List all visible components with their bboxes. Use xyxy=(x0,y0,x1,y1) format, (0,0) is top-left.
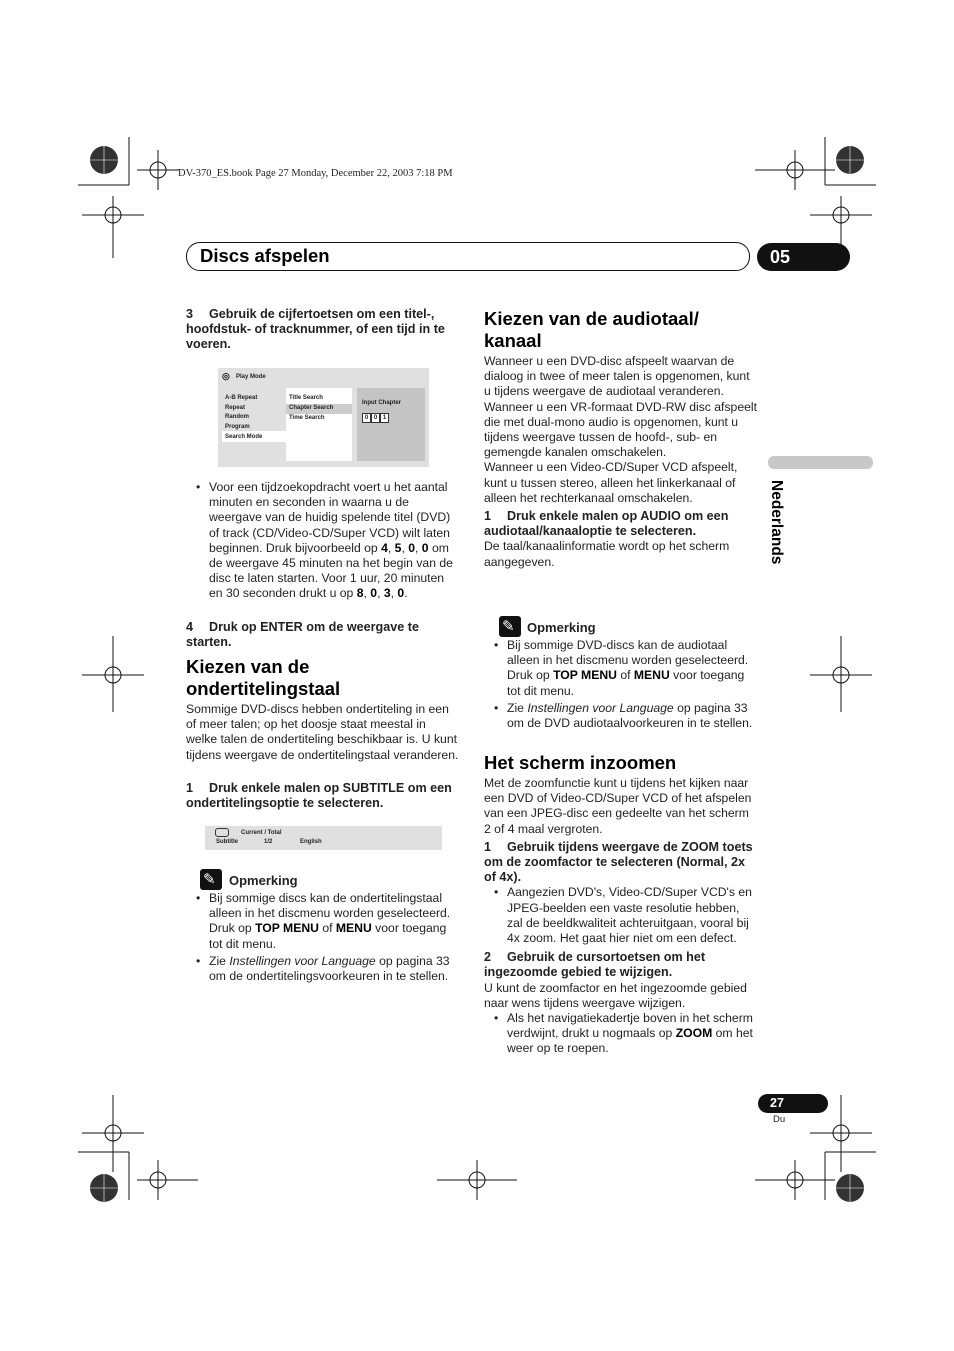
menu-item: A-B Repeat xyxy=(225,395,258,401)
section-heading-audio: Kiezen van de audiotaal/ kanaal xyxy=(484,308,699,351)
list-item: • Zie Instellingen voor Language op pagina 33 om de ondertitelingsvoorkeuren in te stellen. xyxy=(186,954,460,984)
list-item: • Voor een tijdzoekopdracht voert u het aantal minuten en seconden in waarna u de weergave van de huidig spelende titel (DVD) of track (CD/Video-CD/Super VCD) wilt laten beginnen. Druk bijvoorbeeld op 4, 5, 0, 0 om de weergave 45 minuten na het begin van de disc te laten starten. Voor 1 uur, 20 minuten en 30 seconden drukt u op 8, 0, 3, 0. xyxy=(186,480,460,602)
submenu-item: Title Search xyxy=(289,395,323,401)
note-pencil-icon: ✎ xyxy=(499,616,521,637)
submenu-item: Time Search xyxy=(289,415,325,421)
audio-paragraph: Wanneer u een Video-CD/Super VCD afspeelt, kunt u tussen stereo, alleen het linkerkanaal of alleen het rechterkanaal omschakelen. xyxy=(484,460,738,505)
chapter-number: 05 xyxy=(757,243,850,271)
left-step-4: 4 Druk op ENTER om de weergave te starten. xyxy=(186,620,419,650)
side-language-label: Nederlands xyxy=(768,480,785,565)
digit-box: 0 xyxy=(371,413,380,423)
subtitle-paragraph: Sommige DVD-discs hebben ondertiteling in een of meer talen; op het doosje staat meestal in welke talen de ondertiteling beschikbaar is. U kunt tijdens weergave de ondertitelingstaal veranderen. xyxy=(186,702,459,762)
menu-item: Random xyxy=(225,414,249,420)
audio-section: Kiezen van de audiotaal/ kanaal Wanneer u een DVD-disc afspeelt waarvan de dialoog in twee of meer talen is opgenomen, kunt u tijdens weergave de audiotaal veranderen. Wanneer u een VR-formaat DVD-RW disc afspeelt die met dual-mono audio is opgenomen, kunt u tijdens weergave tussen de hoofd-, sub- en gemengde kanalen omschakelen. Wanneer u een Video-CD/Super VCD afspeelt, kunt u tussen stereo, alleen het linkerkanaal of alleen het rechterkanaal omschakelen. 1 Druk enkele malen op AUDIO om een audiotaal/kanaaloptie te selecteren. De taal/kanaalinformatie wordt op het scherm aangegeven. xyxy=(484,308,757,569)
audio-step-paragraph: De taal/kanaalinformatie wordt op het scherm aangegeven. xyxy=(484,539,730,569)
zoom-step-paragraph: U kunt de zoomfactor en het ingezoomde gebied naar wens tijdens weergave wijzigen. xyxy=(484,980,747,1010)
page-title: Discs afspelen xyxy=(200,245,330,266)
audio-paragraph: Wanneer u een DVD-disc afspeelt waarvan de dialoog in twee of meer talen is opgenomen, kunt u tijdens weergave de audiotaal veranderen. xyxy=(484,354,750,399)
subtitle-screen xyxy=(205,826,442,850)
subtitle-label: Subtitle xyxy=(216,839,238,845)
digit-box: 1 xyxy=(380,413,389,423)
menu-item: Program xyxy=(225,424,250,430)
language-code: Du xyxy=(773,1114,786,1125)
list-item: • Bij sommige DVD-discs kan de audiotaal alleen in het discmenu worden geselecteerd. Druk op TOP MENU of MENU voor toegang tot dit menu. xyxy=(484,638,758,699)
left-step-1: 1 Druk enkele malen op SUBTITLE om een ondertitelingsoptie te selecteren. xyxy=(186,781,452,811)
menu-item-selected: Search Mode xyxy=(225,434,263,440)
input-label: Input Chapter xyxy=(362,400,401,406)
submenu-panel xyxy=(286,388,352,461)
disc-icon: ◎ xyxy=(222,371,230,381)
list-item: • Bij sommige discs kan de ondertitelingstaal alleen in het discmenu worden geselecteerd. Druk op TOP MENU of MENU voor toegang tot dit menu. xyxy=(186,891,460,952)
note-title: Opmerking xyxy=(527,620,596,635)
subtitle-icon xyxy=(215,828,229,837)
subtitle-value: 1/2 xyxy=(264,839,273,845)
audio-paragraph: Wanneer u een VR-formaat DVD-RW disc afspeelt die met dual-mono audio is opgenomen, kunt u tijdens weergave tussen de hoofd-, sub- en gemengde kanalen omschakelen. xyxy=(484,399,757,460)
play-mode-screen xyxy=(218,368,429,467)
subtitle-language: English xyxy=(300,839,322,845)
input-panel xyxy=(357,388,425,461)
print-info-line: DV-370_ES.book Page 27 Monday, December 22, 2003 7:18 PM xyxy=(178,168,453,179)
note-pencil-icon: ✎ xyxy=(200,869,222,890)
left-note-list xyxy=(186,891,460,984)
submenu-item-selected: Chapter Search xyxy=(289,405,334,411)
menu-item: Repeat xyxy=(225,405,246,411)
right-note-list xyxy=(484,638,758,731)
time-search-bullet xyxy=(186,480,460,602)
zoom-paragraph: Met de zoomfunctie kunt u tijdens het kijken naar een DVD of Video-CD/Super VCD of het afspelen van een JPEG-disc een gedeelte van het scherm 2 of 4 maal vergroten. xyxy=(484,776,752,836)
subtitle-section xyxy=(186,656,460,763)
list-item: • Zie Instellingen voor Language op pagina 33 om de DVD audiotaalvoorkeuren in te stellen. xyxy=(484,701,758,731)
digit-box: 0 xyxy=(362,413,371,423)
left-step-3: 3 Gebruik de cijfertoetsen om een titel-, hoofdstuk- of tracknummer, of een tijd in te voeren. xyxy=(186,307,445,352)
zoom-section: Het scherm inzoomen Met de zoomfunctie kunt u tijdens het kijken naar een DVD of Video-CD/Super VCD of het afspelen van een JPEG-disc een gedeelte van het scherm 2 of 4 maal vergroten. 1 Gebruik tijdens weergave de ZOOM toets om de zoomfactor te selecteren (Normal, 2x of 4x). • Aangezien DVD's, Video-CD/Super VCD's en JPEG-beelden een vaste resolutie hebben, zal de beeldkwaliteit achteruitgaan, vooral bij 4x zoom. Het gaat hier niet om een defect. 2 Gebruik de cursortoetsen om het ingezoomde gebied te wijzigen. U kunt de zoomfactor en het ingezoomde gebied naar wens tijdens weergave wijzigen. • Als het navigatiekadertje boven in het scherm verdwijnt, drukt u nogmaals op ZOOM om het weer op te roepen. xyxy=(484,752,758,1057)
section-heading-zoom: Het scherm inzoomen xyxy=(484,752,677,773)
screen-header: Play Mode xyxy=(236,374,266,380)
list-item: • Als het navigatiekadertje boven in het scherm verdwijnt, drukt u nogmaals op ZOOM om het weer op te roepen. xyxy=(484,1011,758,1057)
page-number: 27 xyxy=(758,1094,828,1113)
note-title: Opmerking xyxy=(229,873,298,888)
list-item: • Aangezien DVD's, Video-CD/Super VCD's en JPEG-beelden een vaste resolutie hebben, zal de beeldkwaliteit achteruitgaan, vooral bij 4x zoom. Het gaat hier niet om een defect. xyxy=(484,885,758,946)
current-total-header: Current / Total xyxy=(241,830,282,836)
side-tab xyxy=(768,456,873,469)
mode-menu xyxy=(222,390,286,442)
section-heading-subtitle: Kiezen van de ondertitelingstaal xyxy=(186,656,341,699)
